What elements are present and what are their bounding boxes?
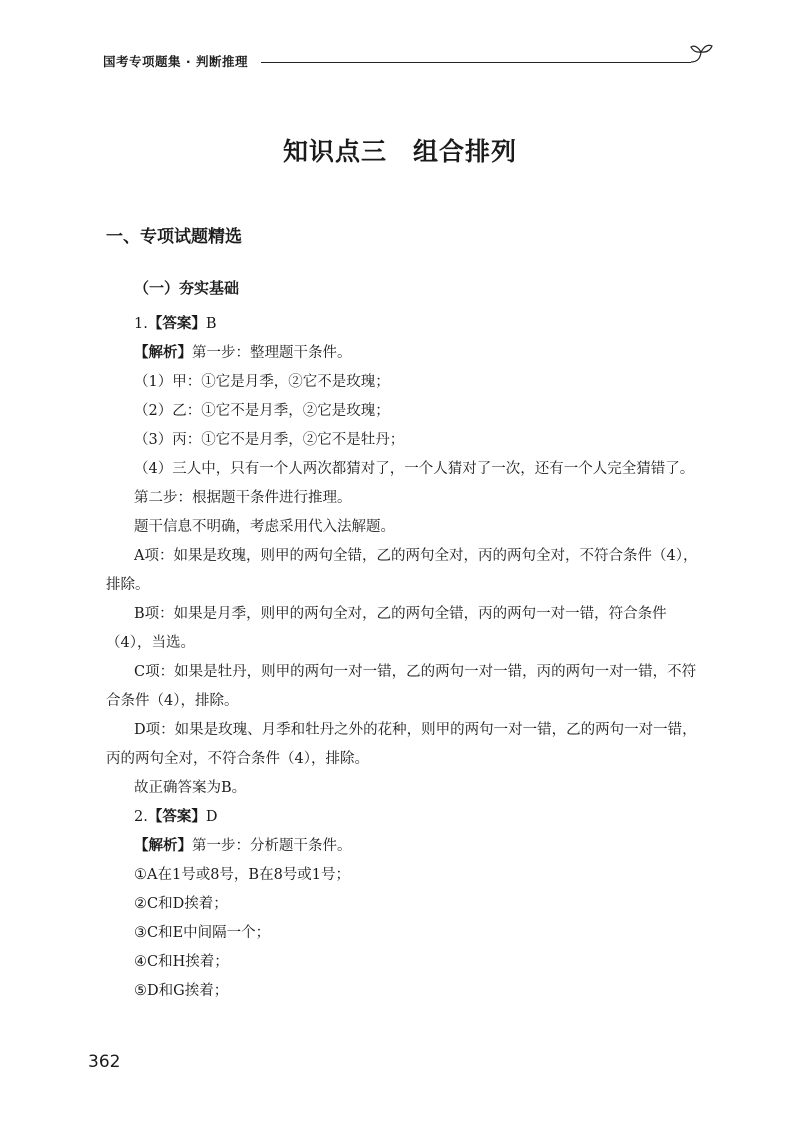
q2-answer-value: D [205,809,218,825]
header-rule [261,62,691,63]
subsection-heading: （一）夯实基础 [134,279,240,297]
q1-option-d: D项：如果是玫瑰、月季和牡丹之外的花种，则甲的两句一对一错，乙的两句一对一错，丙的两句全对，不符合条件（4），排除。 [106,722,697,767]
q1-option-c: C项：如果是牡丹，则甲的两句一对一错，乙的两句一对一错，丙的两句一对一错，不符合条件（4），排除。 [106,664,697,709]
q1-answer-line [106,310,700,339]
q1-step1-text: 第一步：整理题干条件。 [192,345,352,361]
q1-step1 [106,339,700,368]
q1-condition-1: （1）甲：①它是月季，②它不是玫瑰； [134,374,390,390]
q1-condition-2: （2）乙：①它不是月季，②它是玫瑰； [134,403,390,419]
q2-condition-1: ①A在1号或8号，B在8号或1号； [134,867,351,883]
sprout-icon [688,42,714,68]
q1-condition-4: （4）三人中，只有一个人两次都猜对了，一个人猜对了一次，还有一个人完全猜错了。 [134,461,695,477]
section-heading: 一、专项试题精选 [106,227,242,247]
body-text [106,310,700,1006]
running-header [103,50,713,74]
q1-analysis-label: 【解析】 [134,345,192,361]
running-title: 国考专项题集 · 判断推理 [103,54,248,69]
q2-condition-3: ③C和E中间隔一个； [134,925,271,941]
q1-answer-label: 【答案】 [147,316,206,332]
q2-analysis-label: 【解析】 [134,838,192,854]
chapter-title: 知识点三 组合排列 [282,137,517,166]
q1-conclusion: 故正确答案为B。 [134,780,247,796]
q2-answer-label: 【答案】 [147,809,206,825]
q2-step1-text: 第一步：分析题干条件。 [192,838,352,854]
q1-number: 1. [134,316,148,332]
q1-paragraph: 题干信息不明确，考虑采用代入法解题。 [134,519,395,535]
q2-condition-2: ②C和D挨着； [134,896,228,912]
q2-step1 [106,832,700,861]
page-number: 362 [88,1052,121,1072]
q2-condition-4: ④C和H挨着； [134,954,229,970]
q1-option-a: A项：如果是玫瑰，则甲的两句全错，乙的两句全对，丙的两句全对，不符合条件（4），排除。 [106,548,698,593]
q1-option-b: B项：如果是月季，则甲的两句全对，乙的两句全错，丙的两句一对一错，符合条件（4），当选。 [106,606,667,651]
q1-step2: 第二步：根据题干条件进行推理。 [134,490,352,506]
q2-answer-line [106,803,700,832]
q2-number: 2. [134,809,148,825]
q1-condition-3: （3）丙：①它不是月季，②它不是牡丹； [134,432,405,448]
q2-condition-5: ⑤D和G挨着； [134,983,229,999]
q1-answer-value: B [205,316,217,332]
